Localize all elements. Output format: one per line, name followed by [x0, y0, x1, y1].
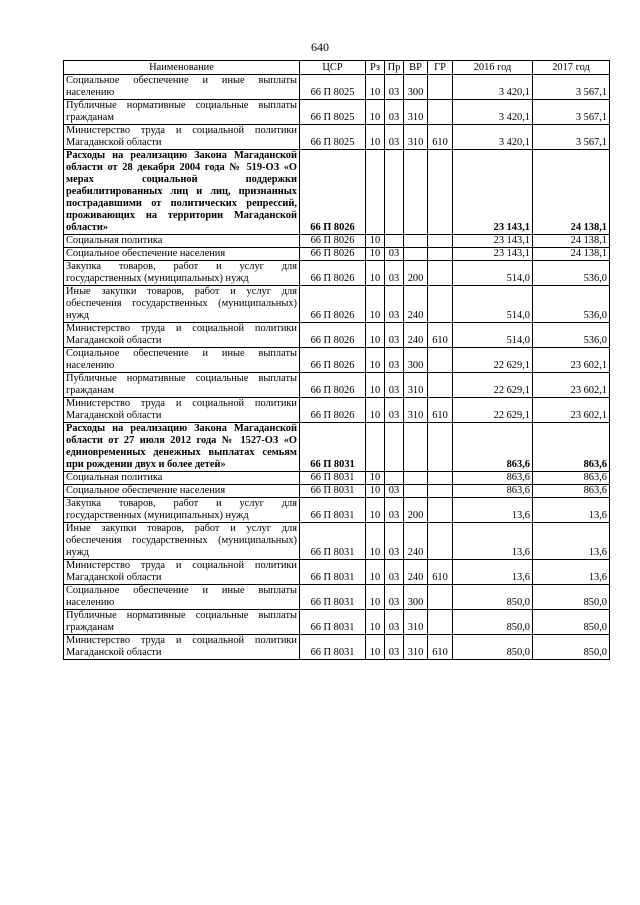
cell-2017: 863,6	[533, 485, 610, 498]
table-row	[64, 150, 610, 235]
cell-2016: 22 629,1	[453, 398, 533, 423]
cell-name: Социальное обеспечение населения	[64, 485, 300, 498]
cell-2016: 850,0	[453, 585, 533, 610]
cell-rz: 10	[366, 485, 385, 498]
cell-pr: 03	[385, 523, 404, 560]
cell-gr	[428, 235, 453, 248]
cell-gr	[428, 585, 453, 610]
cell-pr: 03	[385, 373, 404, 398]
cell-pr: 03	[385, 635, 404, 660]
cell-2017: 13,6	[533, 560, 610, 585]
table-row	[64, 323, 610, 348]
cell-gr	[428, 348, 453, 373]
cell-name: Расходы на реализацию Закона Магаданской области от 28 декабря 2004 года № 519-ОЗ «О мерах социальной поддержки реабилитированных лиц и лиц, признанных пострадавшими от политических репрессий, проживающих на территории Магаданской области»	[64, 150, 300, 235]
cell-csr: 66 П 8031	[300, 635, 366, 660]
cell-vr	[404, 150, 428, 235]
cell-name: Министерство труда и социальной политики Магаданской области	[64, 560, 300, 585]
cell-2016: 13,6	[453, 523, 533, 560]
cell-2017: 536,0	[533, 323, 610, 348]
cell-rz	[366, 423, 385, 472]
cell-2017: 3 567,1	[533, 100, 610, 125]
cell-rz: 10	[366, 373, 385, 398]
cell-2016: 3 420,1	[453, 100, 533, 125]
cell-csr: 66 П 8031	[300, 485, 366, 498]
cell-pr: 03	[385, 348, 404, 373]
table-row	[64, 610, 610, 635]
table-row	[64, 560, 610, 585]
cell-gr	[428, 472, 453, 485]
header-csr: ЦСР	[300, 61, 366, 75]
cell-2017: 13,6	[533, 498, 610, 523]
table-row	[64, 348, 610, 373]
cell-csr: 66 П 8026	[300, 261, 366, 286]
cell-rz: 10	[366, 635, 385, 660]
cell-2016: 22 629,1	[453, 373, 533, 398]
cell-vr: 200	[404, 498, 428, 523]
cell-csr: 66 П 8031	[300, 560, 366, 585]
cell-2016: 863,6	[453, 485, 533, 498]
cell-gr: 610	[428, 323, 453, 348]
cell-rz: 10	[366, 323, 385, 348]
cell-csr: 66 П 8025	[300, 75, 366, 100]
header-2017: 2017 год	[533, 61, 610, 75]
table-row	[64, 485, 610, 498]
cell-csr: 66 П 8031	[300, 472, 366, 485]
cell-csr: 66 П 8026	[300, 373, 366, 398]
cell-name: Публичные нормативные социальные выплаты гражданам	[64, 100, 300, 125]
cell-vr: 300	[404, 348, 428, 373]
cell-csr: 66 П 8031	[300, 610, 366, 635]
cell-2017: 850,0	[533, 585, 610, 610]
cell-gr: 610	[428, 635, 453, 660]
table-row	[64, 498, 610, 523]
table-row	[64, 398, 610, 423]
table-row	[64, 286, 610, 323]
cell-name: Министерство труда и социальной политики Магаданской области	[64, 125, 300, 150]
table-row	[64, 100, 610, 125]
table-header-row	[64, 61, 610, 75]
cell-vr: 310	[404, 373, 428, 398]
cell-rz: 10	[366, 100, 385, 125]
header-gr: ГР	[428, 61, 453, 75]
cell-name: Иные закупки товаров, работ и услуг для обеспечения государственных (муниципальных) нужд	[64, 523, 300, 560]
cell-gr	[428, 150, 453, 235]
cell-2016: 850,0	[453, 610, 533, 635]
cell-gr	[428, 373, 453, 398]
cell-rz: 10	[366, 585, 385, 610]
cell-gr	[428, 248, 453, 261]
table-row	[64, 585, 610, 610]
cell-csr: 66 П 8026	[300, 248, 366, 261]
table-row	[64, 261, 610, 286]
cell-pr: 03	[385, 398, 404, 423]
cell-rz: 10	[366, 498, 385, 523]
cell-vr: 240	[404, 560, 428, 585]
cell-name: Социальное обеспечение и иные выплаты населению	[64, 585, 300, 610]
cell-csr: 66 П 8026	[300, 286, 366, 323]
cell-2017: 850,0	[533, 635, 610, 660]
cell-vr	[404, 485, 428, 498]
cell-rz: 10	[366, 286, 385, 323]
cell-rz: 10	[366, 261, 385, 286]
cell-2017: 3 567,1	[533, 75, 610, 100]
cell-gr	[428, 498, 453, 523]
cell-vr	[404, 423, 428, 472]
header-pr: Пр	[385, 61, 404, 75]
cell-csr: 66 П 8026	[300, 150, 366, 235]
cell-gr	[428, 485, 453, 498]
cell-2017: 24 138,1	[533, 150, 610, 235]
cell-pr: 03	[385, 261, 404, 286]
cell-csr: 66 П 8026	[300, 323, 366, 348]
cell-2016: 514,0	[453, 286, 533, 323]
table-row	[64, 423, 610, 472]
cell-csr: 66 П 8031	[300, 585, 366, 610]
cell-pr: 03	[385, 585, 404, 610]
cell-gr	[428, 261, 453, 286]
cell-vr	[404, 235, 428, 248]
cell-csr: 66 П 8026	[300, 348, 366, 373]
cell-name: Закупка товаров, работ и услуг для государственных (муниципальных) нужд	[64, 261, 300, 286]
header-vr: ВР	[404, 61, 428, 75]
cell-2016: 13,6	[453, 498, 533, 523]
cell-pr: 03	[385, 560, 404, 585]
header-rz: Рз	[366, 61, 385, 75]
cell-vr: 310	[404, 610, 428, 635]
cell-name: Иные закупки товаров, работ и услуг для обеспечения государственных (муниципальных) нужд	[64, 286, 300, 323]
cell-rz: 10	[366, 398, 385, 423]
cell-2017: 23 602,1	[533, 373, 610, 398]
cell-2016: 13,6	[453, 560, 533, 585]
budget-table	[63, 60, 610, 660]
cell-gr	[428, 75, 453, 100]
cell-2016: 514,0	[453, 261, 533, 286]
cell-vr: 240	[404, 286, 428, 323]
cell-rz: 10	[366, 75, 385, 100]
cell-rz	[366, 150, 385, 235]
table-row	[64, 235, 610, 248]
cell-gr	[428, 423, 453, 472]
cell-rz: 10	[366, 235, 385, 248]
cell-vr: 200	[404, 261, 428, 286]
cell-vr: 300	[404, 75, 428, 100]
cell-name: Расходы на реализацию Закона Магаданской области от 27 июля 2012 года № 1527-ОЗ «О единовременных денежных выплатах семьям при рождении двух и более детей»	[64, 423, 300, 472]
cell-vr	[404, 248, 428, 261]
cell-2016: 514,0	[453, 323, 533, 348]
cell-name: Социальная политика	[64, 235, 300, 248]
header-2016: 2016 год	[453, 61, 533, 75]
cell-2017: 24 138,1	[533, 248, 610, 261]
cell-pr: 03	[385, 125, 404, 150]
cell-2016: 22 629,1	[453, 348, 533, 373]
cell-2017: 13,6	[533, 523, 610, 560]
cell-2016: 23 143,1	[453, 248, 533, 261]
cell-2017: 536,0	[533, 261, 610, 286]
cell-name: Социальное обеспечение и иные выплаты населению	[64, 75, 300, 100]
cell-vr: 240	[404, 323, 428, 348]
cell-vr: 310	[404, 125, 428, 150]
cell-name: Закупка товаров, работ и услуг для государственных (муниципальных) нужд	[64, 498, 300, 523]
cell-gr	[428, 610, 453, 635]
cell-csr: 66 П 8026	[300, 398, 366, 423]
cell-rz: 10	[366, 523, 385, 560]
table-row	[64, 472, 610, 485]
cell-csr: 66 П 8031	[300, 523, 366, 560]
cell-2017: 863,6	[533, 472, 610, 485]
cell-2016: 3 420,1	[453, 125, 533, 150]
cell-pr: 03	[385, 323, 404, 348]
cell-pr: 03	[385, 100, 404, 125]
cell-pr: 03	[385, 485, 404, 498]
cell-rz: 10	[366, 610, 385, 635]
cell-2016: 3 420,1	[453, 75, 533, 100]
cell-gr: 610	[428, 560, 453, 585]
table-body	[64, 75, 610, 660]
cell-gr	[428, 523, 453, 560]
cell-2016: 23 143,1	[453, 150, 533, 235]
cell-pr	[385, 235, 404, 248]
cell-csr: 66 П 8026	[300, 235, 366, 248]
table-row	[64, 125, 610, 150]
cell-gr	[428, 100, 453, 125]
cell-2017: 536,0	[533, 286, 610, 323]
cell-vr: 310	[404, 398, 428, 423]
cell-name: Публичные нормативные социальные выплаты гражданам	[64, 610, 300, 635]
cell-csr: 66 П 8031	[300, 423, 366, 472]
cell-vr: 240	[404, 523, 428, 560]
cell-vr: 300	[404, 585, 428, 610]
cell-rz: 10	[366, 125, 385, 150]
cell-csr: 66 П 8025	[300, 125, 366, 150]
cell-name: Министерство труда и социальной политики Магаданской области	[64, 635, 300, 660]
cell-pr: 03	[385, 610, 404, 635]
cell-name: Социальное обеспечение и иные выплаты населению	[64, 348, 300, 373]
cell-rz: 10	[366, 560, 385, 585]
cell-pr: 03	[385, 248, 404, 261]
cell-rz: 10	[366, 472, 385, 485]
cell-name: Социальное обеспечение населения	[64, 248, 300, 261]
cell-rz: 10	[366, 248, 385, 261]
page-number: 640	[311, 40, 329, 54]
cell-name: Социальная политика	[64, 472, 300, 485]
cell-gr: 610	[428, 398, 453, 423]
header-name: Наименование	[64, 61, 300, 75]
cell-csr: 66 П 8025	[300, 100, 366, 125]
cell-csr: 66 П 8031	[300, 498, 366, 523]
cell-2016: 850,0	[453, 635, 533, 660]
cell-pr: 03	[385, 286, 404, 323]
cell-name: Публичные нормативные социальные выплаты гражданам	[64, 373, 300, 398]
table-row	[64, 523, 610, 560]
cell-pr	[385, 472, 404, 485]
cell-pr	[385, 423, 404, 472]
cell-name: Министерство труда и социальной политики Магаданской области	[64, 323, 300, 348]
cell-2017: 23 602,1	[533, 348, 610, 373]
table-row	[64, 75, 610, 100]
cell-2016: 863,6	[453, 423, 533, 472]
cell-2017: 863,6	[533, 423, 610, 472]
cell-2017: 24 138,1	[533, 235, 610, 248]
cell-vr: 310	[404, 100, 428, 125]
cell-pr: 03	[385, 75, 404, 100]
cell-vr: 310	[404, 635, 428, 660]
cell-rz: 10	[366, 348, 385, 373]
cell-vr	[404, 472, 428, 485]
cell-2017: 3 567,1	[533, 125, 610, 150]
table-row	[64, 373, 610, 398]
cell-2017: 23 602,1	[533, 398, 610, 423]
cell-2016: 863,6	[453, 472, 533, 485]
cell-gr	[428, 286, 453, 323]
cell-2016: 23 143,1	[453, 235, 533, 248]
cell-name: Министерство труда и социальной политики Магаданской области	[64, 398, 300, 423]
table-row	[64, 635, 610, 660]
cell-pr: 03	[385, 498, 404, 523]
cell-2017: 850,0	[533, 610, 610, 635]
table-row	[64, 248, 610, 261]
cell-pr	[385, 150, 404, 235]
cell-gr: 610	[428, 125, 453, 150]
